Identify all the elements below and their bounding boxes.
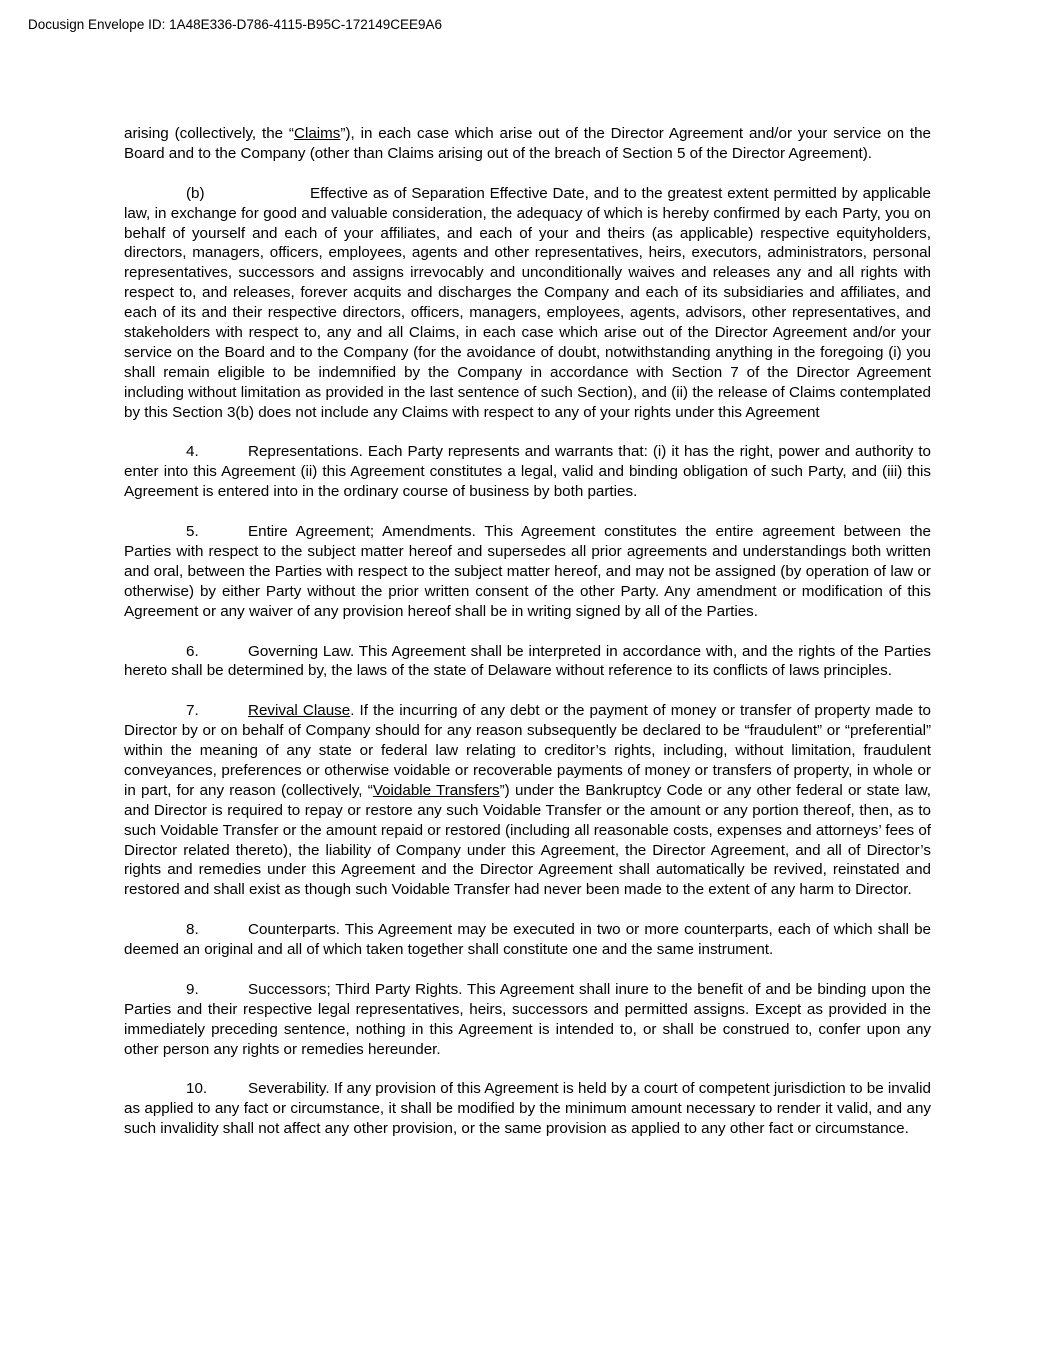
section-5 [124, 522, 931, 622]
section-label: (b) [186, 184, 205, 202]
section-10 [124, 1079, 931, 1139]
section-text: This Agreement may be executed in two or more counterparts, each of which shall be deemed an original and all of which taken together shall constitute one and the same instrument. [124, 921, 931, 959]
defined-term-claims: Claims [293, 125, 341, 142]
section-9 [124, 980, 931, 1060]
text: ”), in each case which arise out of the Director Agreement and/or your service on the Board and to the Company (other than Claims arising out of the breach of Section 5 of the Director Agreement). [124, 125, 931, 162]
section-title: Revival Clause [248, 702, 351, 720]
section-6 [124, 642, 931, 682]
section-title: Severability. [248, 1080, 330, 1098]
section-text: This Agreement constitutes the entire agreement between the Parties with respect to the subject matter hereof and supersedes all prior agreements and understandings both written and oral, between the Parties with respect to the subject matter hereof, and may not be assigned (by operation of law or otherwise) by either Party without the prior written consent of the other Party. Any amendment or modification of this Agreement or any waiver of any provision hereof shall be in writing signed by all of the Parties. [124, 523, 931, 620]
document-body [124, 124, 931, 1159]
section-number: 6. [186, 642, 199, 660]
paragraph-claims-continuation [124, 124, 931, 164]
envelope-id: Docusign Envelope ID: 1A48E336-D786-4115-B95C-172149CEE9A6 [28, 17, 443, 32]
section-title: Governing Law. [248, 642, 355, 660]
section-7 [124, 701, 931, 900]
text: arising (collectively, the “ [124, 125, 294, 142]
section-text: Effective as of Separation Effective Date, and to the greatest extent permitted by applicable law, in exchange for good and valuable consideration, the adequacy of which is hereby confirmed by each Party, you on behalf of yourself and each of your affiliates, and each of your and theirs (as applicable) respective equityholders, directors, managers, officers, employees, agents and other representatives, heirs, executors, administrators, personal representatives, successors and assigns irrevocably and unconditionally waives and releases any and all rights with respect to, and releases, forever acquits and discharges the Company and each of its subsidiaries and affiliates, and each of its and their respective directors, officers, managers, employees, agents, advisors, other representatives, and stakeholders with respect to, any and all Claims, in each case which arise out of the Director Agreement and/or your service on the Board and to the Company (for the avoidance of doubt, notwithstanding anything in the foregoing (i) you shall remain eligible to be indemnified by the Company in accordance with Section 7 of the Director Agreement including without limitation as provided in the last sentence of such Section), and (ii) the release of Claims contemplated by this Section 3(b) does not include any Claims with respect to any of your rights under this Agreement [124, 184, 931, 421]
section-text: ”) under the Bankruptcy Code or any other federal or state law, and Director is required to repay or restore any such Voidable Transfer or the amount or any portion thereof, then, as to such Voidable Transfer or the amount repaid or restored (including all reasonable costs, expenses and attorneys’ fees of Director related thereto), the liability of Company under this Agreement, the Director Agreement, and all of Director’s rights and remedies under this Agreement and the Director Agreement shall automatically be revived, reinstated and restored and shall exist as though such Voidable Transfer had never been made to the extent of any harm to Director. [124, 781, 931, 899]
section-number: 10. [186, 1080, 208, 1098]
section-text: . If the incurring of any debt or the payment of money or transfer of property made to Director by or on behalf of Company should for any reason subsequently be declared to be “fraudulent” or “preferential” within the meaning of any state or federal law relating to creditor’s rights, including, without limitation, fraudulent conveyances, preferences or otherwise voidable or recoverable payments of money or transfers of property, in whole or in part, for any reason (collectively, “ [124, 702, 931, 799]
section-8 [124, 920, 931, 960]
section-text: If any provision of this Agreement is held by a court of competent jurisdiction to be invalid as applied to any fact or circumstance, it shall be modified by the minimum amount necessary to render it valid, and any such invalidity shall not affect any other provision, or the same provision as applied to any other fact or circumstance. [124, 1080, 931, 1138]
section-number: 4. [186, 443, 199, 461]
section-title: Entire Agreement; Amendments. [248, 523, 476, 541]
section-title: Counterparts. [248, 921, 341, 939]
paragraph-3b [124, 184, 931, 423]
section-4 [124, 442, 931, 502]
section-number: 5. [186, 523, 199, 541]
section-number: 7. [186, 702, 199, 720]
section-text: Each Party represents and warrants that: (i) it has the right, power and authority to enter into this Agreement (ii) this Agreement constitutes a legal, valid and binding obligation of such Party, and (iii) this Agreement is entered into in the ordinary course of business by both parties. [124, 443, 931, 501]
section-number: 8. [186, 921, 199, 939]
section-text: This Agreement shall be interpreted in accordance with, and the rights of the Parties hereto shall be determined by, the laws of the state of Delaware without reference to its conflicts of laws principles. [124, 642, 931, 680]
section-title: Successors; Third Party Rights. [248, 980, 463, 998]
section-number: 9. [186, 980, 199, 998]
defined-term-voidable-transfers: Voidable Transfers [372, 781, 500, 799]
section-text: This Agreement shall inure to the benefit of and be binding upon the Parties and their respective legal representatives, heirs, successors and permitted assigns. Except as provided in the immediately preceding sentence, nothing in this Agreement is intended to, or shall be construed to, confer upon any other person any rights or remedies hereunder. [124, 980, 931, 1058]
section-title: Representations. [248, 443, 363, 461]
